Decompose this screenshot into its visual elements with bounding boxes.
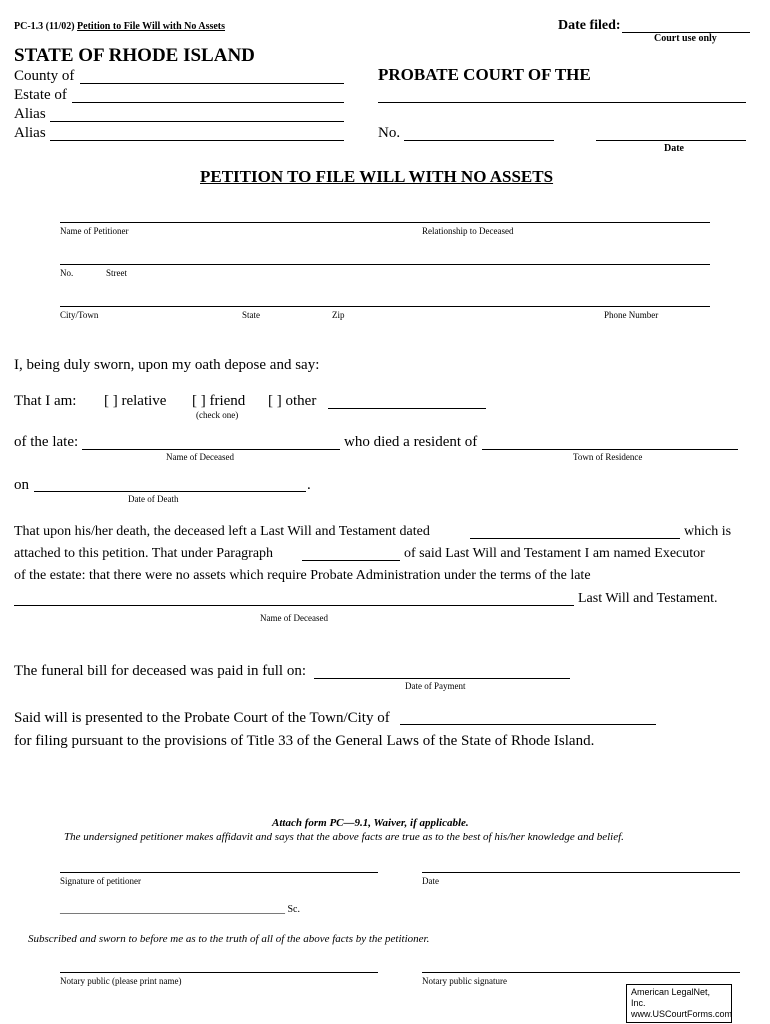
check-one-caption: (check one) (196, 410, 239, 420)
town-residence-caption: Town of Residence (573, 452, 643, 462)
court-date-caption: Date (664, 143, 684, 154)
signature-line[interactable] (60, 872, 378, 873)
alias2-line[interactable] (50, 140, 344, 141)
town-city-line[interactable] (400, 724, 656, 725)
checkbox-friend[interactable]: [ ] friend (192, 393, 246, 409)
death-date-caption: Date of Death (128, 494, 179, 504)
city-caption: City/Town (60, 310, 99, 320)
case-no-label: No. (378, 125, 401, 141)
relationship-caption: Relationship to Deceased (422, 226, 514, 236)
vendor-box (626, 984, 732, 1023)
deceased-name-caption: Name of Deceased (166, 452, 234, 462)
payment-date-line[interactable] (314, 678, 570, 679)
notary-signature-line[interactable] (422, 972, 740, 973)
subscribed-text: Subscribed and sworn to before me as to the truth of all of the above facts by the petitioner. (28, 933, 430, 945)
vendor-url[interactable]: www.USCourtForms.com (631, 1009, 733, 1019)
signature-caption: Signature of petitioner (60, 876, 141, 886)
alias1-label: Alias (14, 106, 46, 122)
paragraph-number-line[interactable] (302, 560, 400, 561)
other-line[interactable] (328, 408, 486, 409)
on-label: on (14, 477, 29, 493)
petition-title: PETITION TO FILE WILL WITH NO ASSETS (200, 167, 554, 186)
state-heading: STATE OF RHODE ISLAND (14, 45, 255, 66)
court-date-line[interactable] (596, 140, 746, 141)
funeral-label: The funeral bill for deceased was paid in full on: (14, 663, 306, 679)
presented-label: Said will is presented to the Probate Court of the Town/City of (14, 710, 390, 726)
form-code (14, 21, 225, 32)
county-label: County of (14, 68, 75, 84)
alias1-line[interactable] (50, 121, 344, 122)
petitioner-name-line[interactable] (60, 222, 710, 223)
will-date-line[interactable] (470, 538, 680, 539)
checkbox-other[interactable]: [ ] other (268, 393, 317, 409)
para2-end: of said Last Will and Testament I am named Executor (404, 546, 705, 561)
date-filed-label: Date filed: (558, 18, 621, 33)
street-caption: Street (106, 268, 127, 278)
estate-line[interactable] (72, 102, 344, 103)
affidavit-text: The undersigned petitioner makes affidavit and says that the above facts are true as to the best of his/her knowledge and belief. (64, 831, 624, 843)
county-line[interactable] (80, 83, 344, 84)
petitioner-name-caption: Name of Petitioner (60, 226, 129, 236)
para2-text: attached to this petition. That under Paragraph (14, 546, 274, 561)
who-died-label: who died a resident of (344, 434, 478, 450)
court-use-only: Court use only (654, 33, 717, 44)
checkbox-relative[interactable]: [ ] relative (104, 393, 167, 409)
signature-date-caption: Date (422, 876, 439, 886)
para1-end: which is (684, 524, 732, 539)
probate-court-title: PROBATE COURT OF THE (378, 65, 591, 84)
form-code-text: PC-1.3 (11/02) (14, 21, 75, 32)
on-period: . (307, 477, 311, 493)
deceased-name-line[interactable] (82, 449, 340, 450)
city-line[interactable] (60, 306, 710, 307)
testator-name-caption: Name of Deceased (260, 613, 328, 623)
sworn-statement: I, being duly sworn, upon my oath depose and say: (14, 357, 320, 373)
case-no-line[interactable] (404, 140, 554, 141)
payment-date-caption: Date of Payment (405, 681, 466, 691)
alias2-label: Alias (14, 125, 46, 141)
notary-name-line[interactable] (60, 972, 378, 973)
address-line[interactable] (60, 264, 710, 265)
court-name-line[interactable] (378, 102, 746, 103)
that-i-am-label: That I am: (14, 393, 77, 409)
filing-statement: for filing pursuant to the provisions of Title 33 of the General Laws of the State of Rhode Island. (14, 733, 595, 749)
residence-line[interactable] (482, 449, 738, 450)
para1-text: That upon his/her death, the deceased left a Last Will and Testament dated (14, 524, 430, 539)
vendor-name: American LegalNet, Inc. (631, 987, 711, 1008)
phone-caption: Phone Number (604, 310, 659, 320)
zip-caption: Zip (332, 310, 345, 320)
testator-name-line[interactable] (14, 605, 574, 606)
para3-text: of the estate: that there were no assets which require Probate Administration under the terms of the late (14, 568, 591, 583)
attach-note: Attach form PC—9.1, Waiver, if applicable. (272, 817, 469, 829)
state-caption: State (242, 310, 260, 320)
para4-end: Last Will and Testament. (578, 591, 718, 606)
sc-line[interactable]: _____________________________________________ Sc. (60, 904, 300, 915)
form-title-link[interactable]: Petition to File Will with No Assets (77, 21, 226, 32)
signature-date-line[interactable] (422, 872, 740, 873)
no-caption: No. (60, 268, 74, 278)
of-the-late-label: of the late: (14, 434, 79, 450)
death-date-line[interactable] (34, 491, 306, 492)
estate-label: Estate of (14, 87, 67, 103)
notary-signature-caption: Notary public signature (422, 976, 507, 986)
notary-name-caption: Notary public (please print name) (60, 976, 182, 986)
